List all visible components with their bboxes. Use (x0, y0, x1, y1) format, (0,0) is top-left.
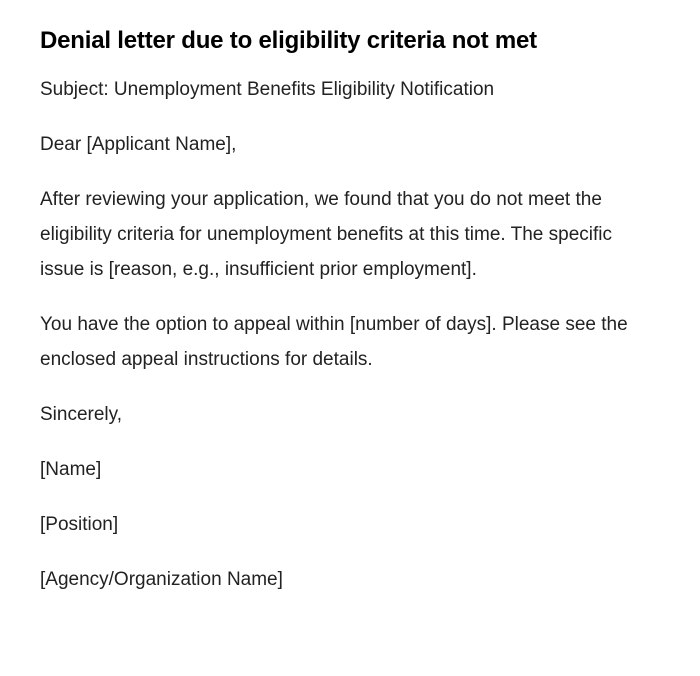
signature-position: [Position] (40, 514, 119, 535)
document-title: Denial letter due to eligibility criteria not met (40, 27, 537, 54)
signature-name: [Name] (40, 459, 102, 480)
signature-organization: [Agency/Organization Name] (40, 569, 283, 590)
body-paragraph-eligibility: After reviewing your application, we found that you do not meet the eligibility criteria for unemployment benefits at this time. The specific issue is [reason, e.g., insufficient prior employment]. (40, 189, 613, 280)
salutation: Dear [Applicant Name], (40, 134, 237, 155)
letter-document (40, 24, 640, 617)
subject-line: Subject: Unemployment Benefits Eligibility Notification (40, 79, 495, 100)
closing: Sincerely, (40, 404, 123, 425)
body-paragraph-appeal: You have the option to appeal within [number of days]. Please see the enclosed appeal instructions for details. (40, 314, 628, 370)
